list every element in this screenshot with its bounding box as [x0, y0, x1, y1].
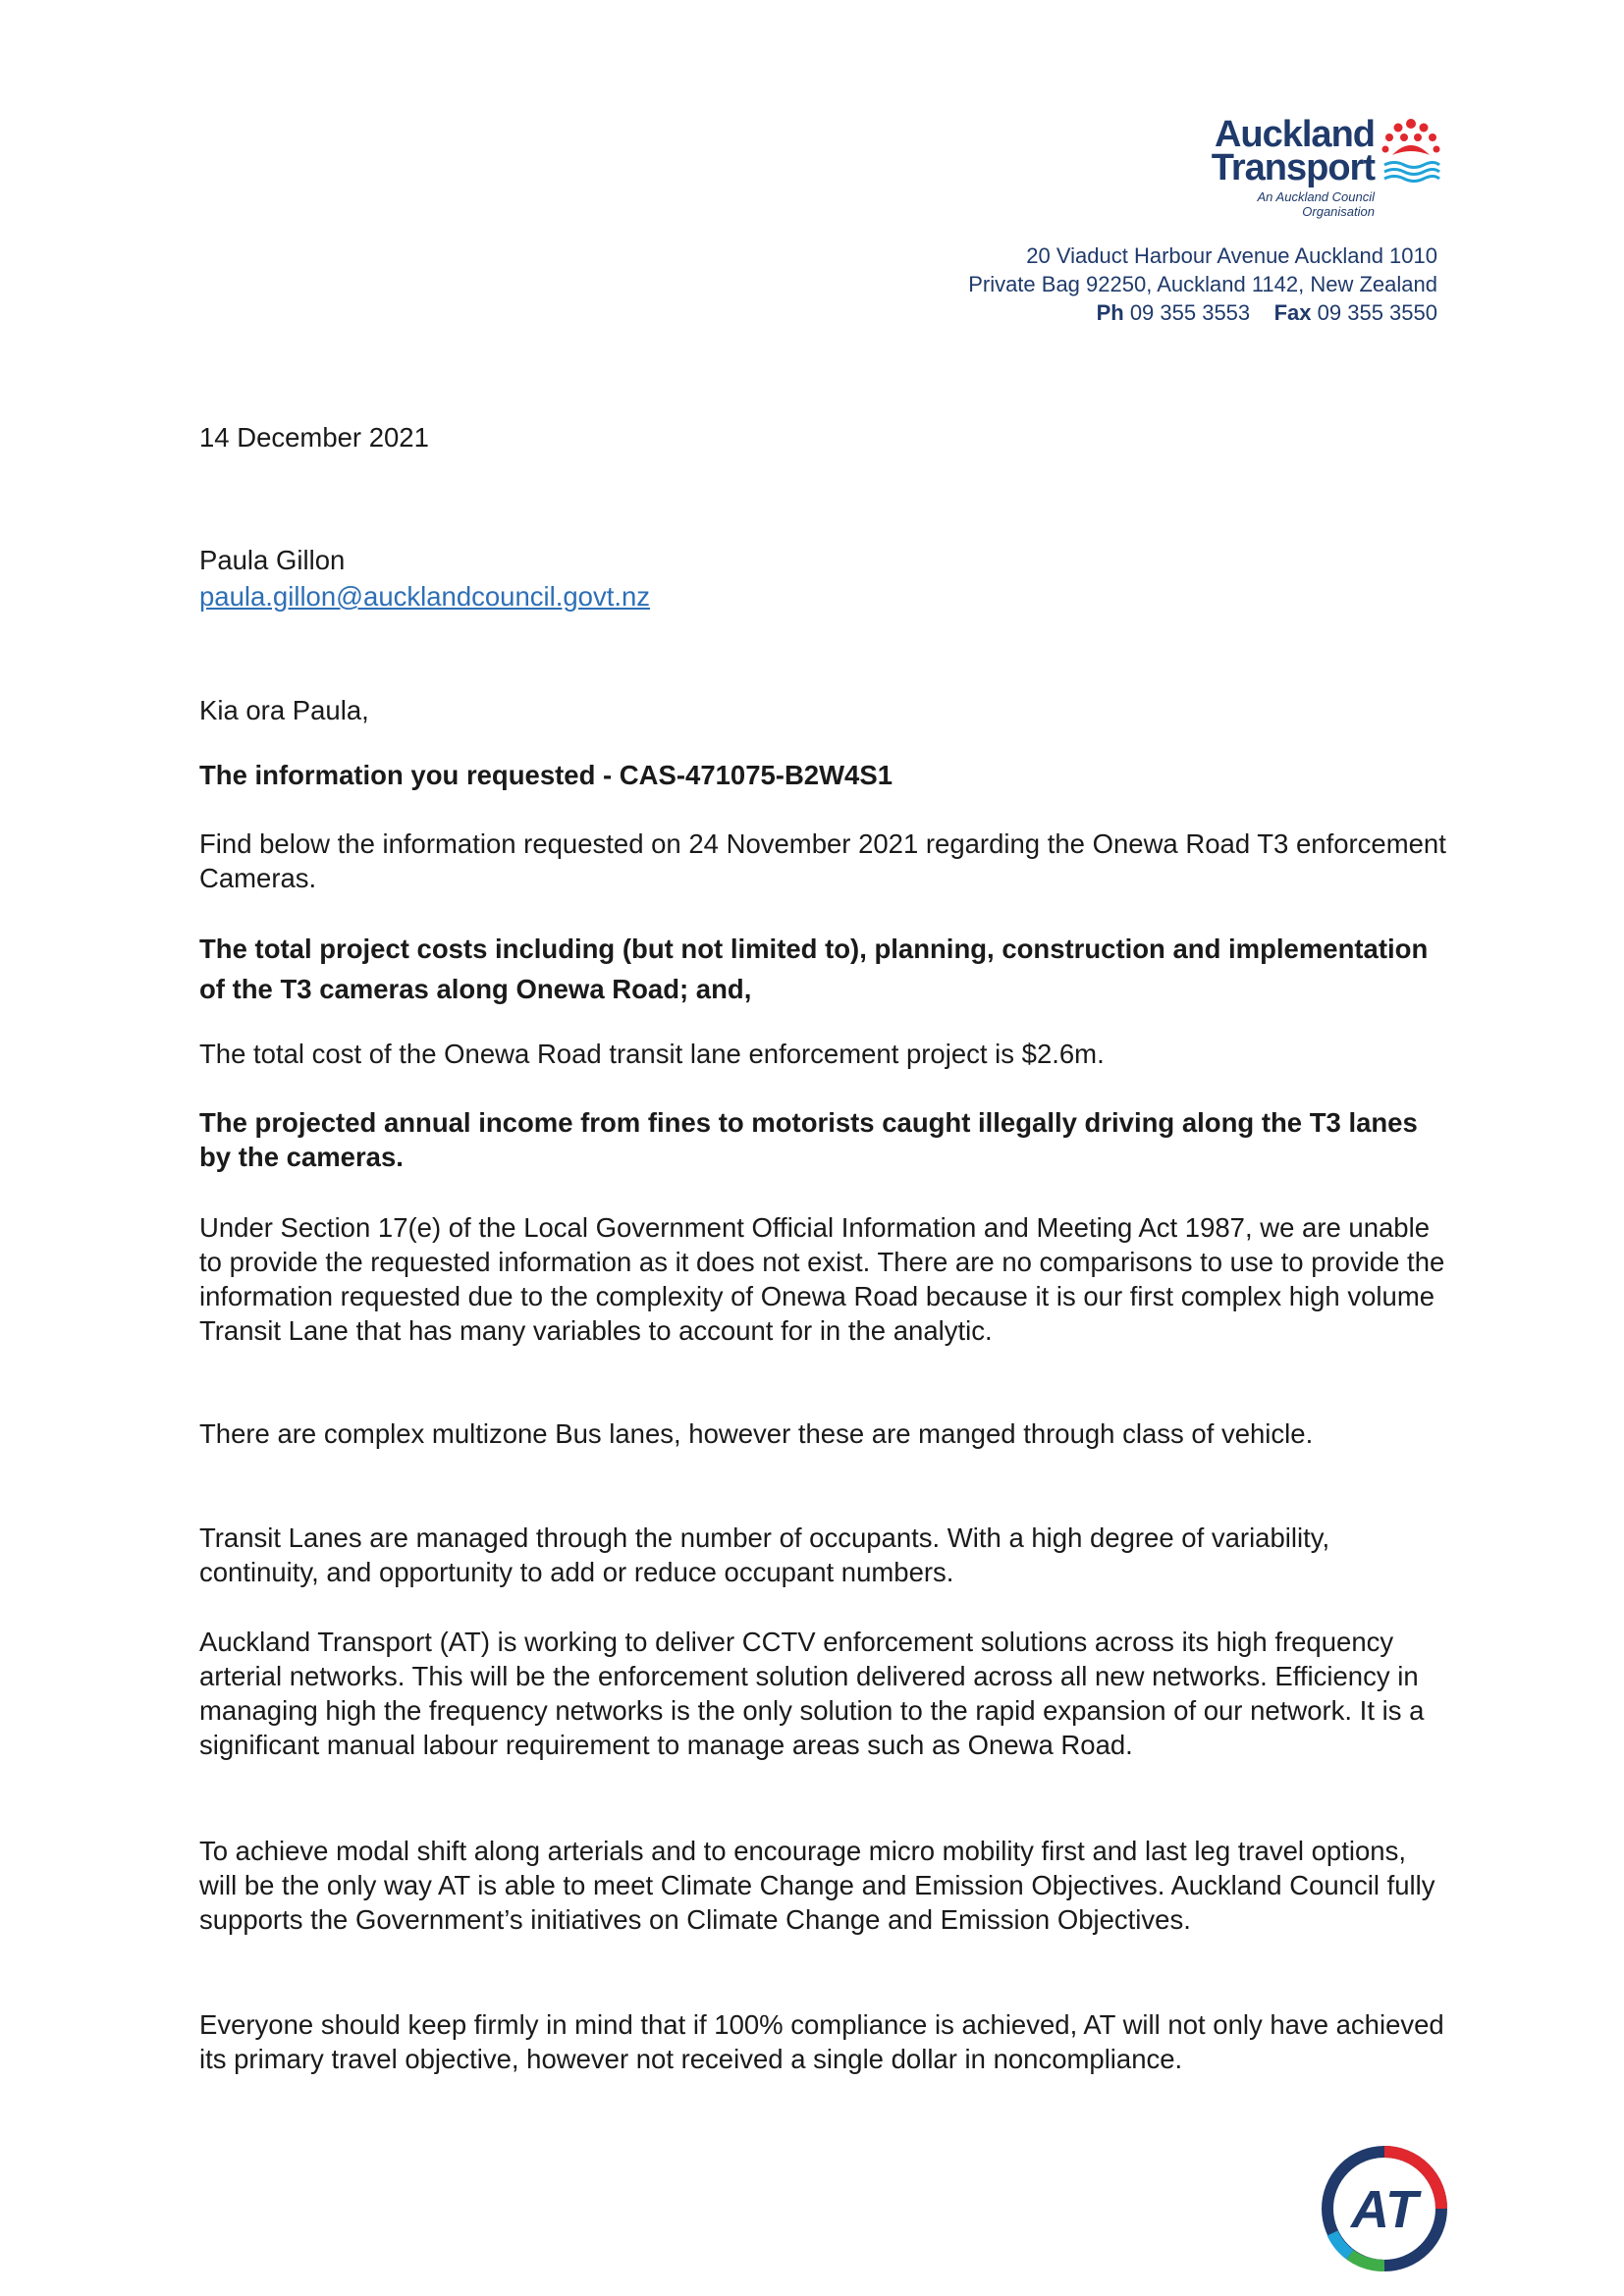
pohutukawa-flower-icon: [1379, 116, 1443, 185]
subject-heading: The information you requested - CAS-471075-B2W4S1: [199, 760, 893, 790]
intro-paragraph: Find below the information requested on 24 November 2021 regarding the Onewa Road T3 enforcement Cameras.: [199, 828, 1446, 893]
answer-2-paragraph-3: Transit Lanes are managed through the number of occupants. With a high degree of variability, continuity, and opportunity to add or reduce occupant numbers.: [199, 1522, 1330, 1587]
answer-2-paragraph-5: To achieve modal shift along arterials and to encourage micro mobility first and last leg travel options, will be the only way AT is able to meet Climate Change and Emission Objectives. Auckland Council fully supports the Government’s initiatives on Climate Change and Emission Objectives.: [199, 1836, 1435, 1935]
answer-2-paragraph-1: Under Section 17(e) of the Local Government Official Information and Meeting Act 1987, we are unable to provide the requested information as it does not exist. There are no comparisons to use to provide the information requested due to the complexity of Onewa Road because it is our first complex high volume Transit Lane that has many variables to account for in the analytic.: [199, 1212, 1445, 1346]
contact-line: [968, 298, 1437, 327]
recipient-email-wrap: [199, 579, 1446, 614]
phone-number: 09 355 3553: [1129, 300, 1251, 325]
logo-word-auckland: Auckland: [1214, 114, 1375, 155]
question-1: The total project costs including (but not limited to), planning, construction and implementation of the T3 cameras along Onewa Road; and,: [199, 934, 1429, 1004]
sender-address: [968, 241, 1437, 327]
address-line-2: Private Bag 92250, Auckland 1142, New Zealand: [968, 272, 1437, 296]
logo-tagline: An Auckland Council Organisation: [1257, 189, 1375, 219]
answer-1: The total cost of the Onewa Road transit lane enforcement project is $2.6m.: [199, 1039, 1105, 1069]
at-logo-text: AT: [1351, 2180, 1418, 2239]
at-logo-icon: [1321, 2145, 1448, 2272]
logo-word-transport: Transport: [1211, 147, 1375, 188]
fax-label: Fax: [1273, 300, 1312, 325]
phone-label: Ph: [1096, 300, 1124, 325]
letter-date: 14 December 2021: [199, 422, 429, 453]
address-line-1: 20 Viaduct Harbour Avenue Auckland 1010: [1026, 243, 1437, 268]
recipient-name: Paula Gillon: [199, 545, 346, 575]
auckland-transport-logo: [1208, 114, 1443, 219]
answer-2-paragraph-6: Everyone should keep firmly in mind that if 100% compliance is achieved, AT will not only have achieved its primary travel objective, however not received a single dollar in noncompliance.: [199, 2009, 1444, 2074]
answer-2-paragraph-2: There are complex multizone Bus lanes, however these are manged through class of vehicle.: [199, 1418, 1314, 1449]
recipient-email-link[interactable]: paula.gillon@aucklandcouncil.govt.nz: [199, 581, 651, 612]
answer-2-paragraph-4: Auckland Transport (AT) is working to deliver CCTV enforcement solutions across its high frequency arterial networks. This will be the enforcement solution delivered across all new networks. Efficiency in managing high the frequency networks is the only solution to the rapid expansion of our network. It is a significant manual labour requirement to manage areas such as Onewa Road.: [199, 1627, 1425, 1760]
greeting: Kia ora Paula,: [199, 695, 369, 725]
question-2: The projected annual income from fines to motorists caught illegally driving along the T3 lanes by the cameras.: [199, 1107, 1418, 1172]
fax-number: 09 355 3550: [1317, 300, 1437, 325]
